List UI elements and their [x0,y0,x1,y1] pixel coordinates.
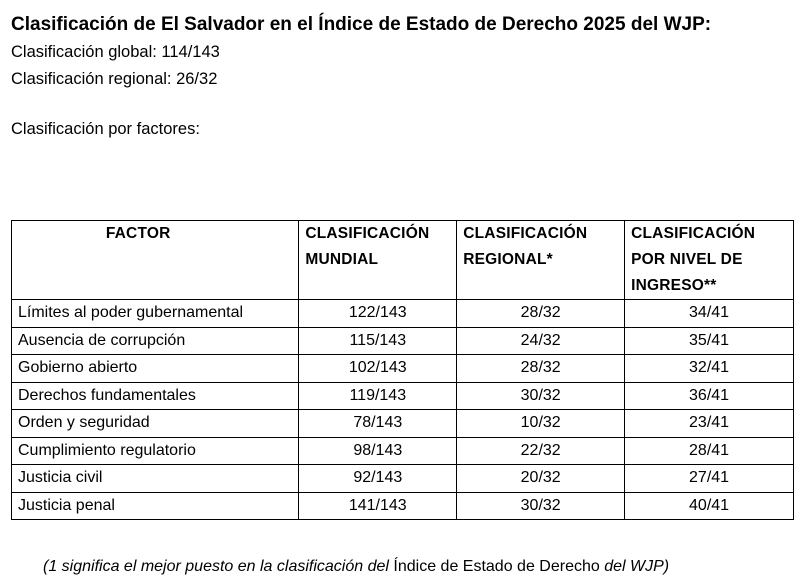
cell-factor: Ausencia de corrupción [12,327,299,355]
cell-world-ranking: 141/143 [299,492,457,520]
cell-factor: Justicia civil [12,465,299,493]
global-ranking: Clasificación global: 114/143 [11,43,220,61]
table-body [12,300,794,520]
table-row [12,492,794,520]
table-row [12,355,794,383]
cell-income-ranking: 36/41 [625,382,794,410]
cell-factor: Gobierno abierto [12,355,299,383]
table-row [12,327,794,355]
cell-regional-ranking: 24/32 [457,327,625,355]
cell-factor: Orden y seguridad [12,410,299,438]
cell-income-ranking: 34/41 [625,300,794,328]
cell-regional-ranking: 28/32 [457,300,625,328]
table-row [12,410,794,438]
header-regional-ranking: CLASIFICACIÓN REGIONAL* [457,221,625,300]
regional-ranking: Clasificación regional: 26/32 [11,70,218,88]
cell-factor: Justicia penal [12,492,299,520]
cell-world-ranking: 102/143 [299,355,457,383]
cell-regional-ranking: 30/32 [457,382,625,410]
cell-world-ranking: 122/143 [299,300,457,328]
cell-factor: Derechos fundamentales [12,382,299,410]
cell-income-ranking: 35/41 [625,327,794,355]
table-row [12,382,794,410]
header-income-ranking: CLASIFICACIÓN POR NIVEL DE INGRESO** [625,221,794,300]
cell-income-ranking: 27/41 [625,465,794,493]
table-header-row [12,221,794,300]
cell-regional-ranking: 10/32 [457,410,625,438]
cell-world-ranking: 98/143 [299,437,457,465]
header-world-ranking: CLASIFICACIÓN MUNDIAL [299,221,457,300]
cell-income-ranking: 23/41 [625,410,794,438]
cell-income-ranking: 28/41 [625,437,794,465]
cell-income-ranking: 40/41 [625,492,794,520]
cell-regional-ranking: 30/32 [457,492,625,520]
table-row [12,437,794,465]
cell-regional-ranking: 22/32 [457,437,625,465]
factors-table [11,220,794,520]
document-page [11,10,795,575]
cell-world-ranking: 115/143 [299,327,457,355]
cell-world-ranking: 119/143 [299,382,457,410]
table-row [12,300,794,328]
cell-regional-ranking: 20/32 [457,465,625,493]
header-factor: FACTOR [12,221,299,300]
cell-regional-ranking: 28/32 [457,355,625,383]
cell-world-ranking: 78/143 [299,410,457,438]
cell-factor: Cumplimiento regulatorio [12,437,299,465]
cell-world-ranking: 92/143 [299,465,457,493]
footnote-part-2: Índice de Estado de Derecho [393,558,600,575]
cell-income-ranking: 32/41 [625,355,794,383]
footnote-part-3: del WJP) [599,558,670,575]
factors-intro: Clasificación por factores: [11,120,200,138]
footnote [43,558,669,576]
table-row [12,465,794,493]
footnote-part-1: (1 significa el mejor puesto en la clasificación del [43,558,394,575]
cell-factor: Límites al poder gubernamental [12,300,299,328]
document-title: Clasificación de El Salvador en el Índice de Estado de Derecho 2025 del WJP: [11,14,712,35]
